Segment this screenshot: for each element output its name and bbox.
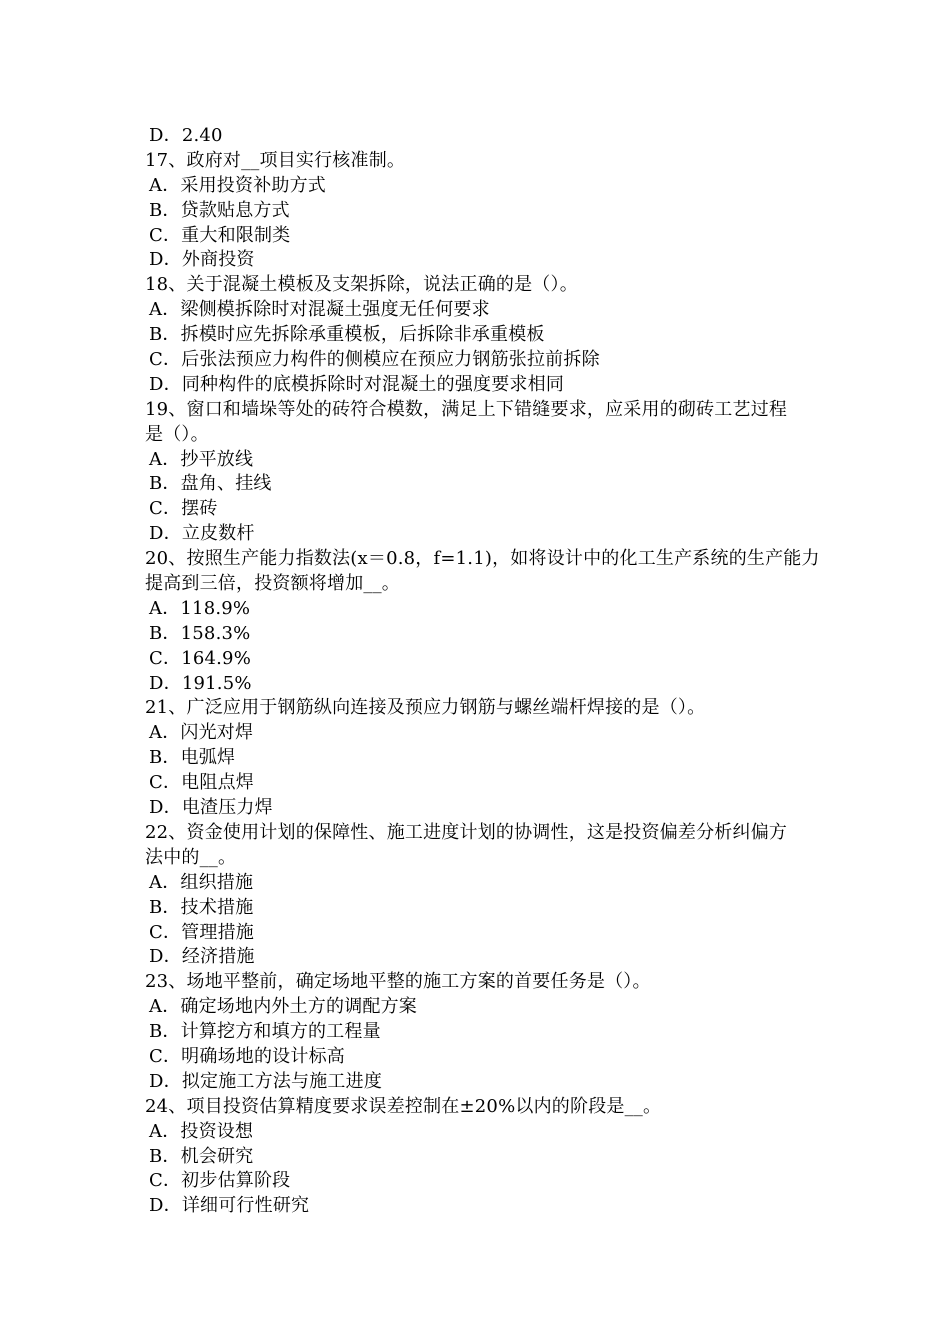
answer-option: A．确定场地内外土方的调配方案	[149, 996, 417, 1018]
question-text: 法中的__。	[145, 846, 237, 868]
question-text: 24、项目投资估算精度要求误差控制在±20%以内的阶段是__。	[145, 1095, 662, 1117]
answer-option: B．贷款贴息方式	[149, 199, 290, 221]
answer-option: C．164.9%	[149, 647, 252, 669]
answer-option: C．管理措施	[149, 921, 254, 943]
answer-option: D．经济措施	[149, 946, 255, 968]
answer-option: C．明确场地的设计标高	[149, 1045, 345, 1067]
answer-option: A．组织措施	[149, 871, 254, 893]
answer-option: A．梁侧模拆除时对混凝土强度无任何要求	[149, 299, 490, 321]
answer-option: A．闪光对焊	[149, 722, 254, 744]
answer-option: B．拆模时应先拆除承重模板，后拆除非承重模板	[149, 324, 545, 346]
answer-option: B．技术措施	[149, 896, 254, 918]
answer-option: C．后张法预应力构件的侧模应在预应力钢筋张拉前拆除	[149, 349, 600, 371]
question-text: 18、关于混凝土模板及支架拆除，说法正确的是（）。	[145, 274, 578, 296]
answer-option: A．抄平放线	[149, 448, 254, 470]
answer-option: B．计算挖方和填方的工程量	[149, 1021, 381, 1043]
question-text: 23、场地平整前，确定场地平整的施工方案的首要任务是（）。	[145, 971, 651, 993]
question-text: 19、窗口和墙垛等处的砖符合模数，满足上下错缝要求，应采用的砌砖工艺过程	[145, 398, 788, 420]
answer-option: D．立皮数杆	[149, 523, 255, 545]
document-body	[145, 124, 820, 1219]
answer-option: B．电弧焊	[149, 747, 236, 769]
question-text: 17、政府对__项目实行核准制。	[145, 149, 406, 171]
question-text: 是（）。	[145, 423, 209, 445]
answer-option: B．盘角、挂线	[149, 473, 272, 495]
answer-option: A．118.9%	[149, 597, 251, 619]
answer-option: A．投资设想	[149, 1120, 254, 1142]
answer-option: D．详细可行性研究	[149, 1195, 310, 1217]
answer-option: D．拟定施工方法与施工进度	[149, 1070, 383, 1092]
answer-option: D．2.40	[149, 125, 223, 146]
answer-option: A．采用投资补助方式	[149, 174, 326, 196]
answer-option: B．机会研究	[149, 1145, 254, 1167]
question-text: 20、按照生产能力指数法(x＝0.8，f=1.1)，如将设计中的化工生产系统的生产能力	[145, 548, 820, 570]
question-text: 22、资金使用计划的保障性、施工进度计划的协调性，这是投资偏差分析纠偏方	[145, 821, 788, 843]
answer-option: D．电渣压力焊	[149, 797, 273, 819]
answer-option: D．同种构件的底模拆除时对混凝土的强度要求相同	[149, 373, 565, 395]
answer-option: D．191.5%	[149, 672, 252, 694]
question-text: 21、广泛应用于钢筋纵向连接及预应力钢筋与螺丝端杆焊接的是（）。	[145, 697, 706, 719]
answer-option: C．电阻点焊	[149, 772, 254, 794]
answer-option: C．初步估算阶段	[149, 1170, 291, 1192]
answer-option: C．重大和限制类	[149, 224, 291, 246]
answer-option: D．外商投资	[149, 249, 255, 271]
answer-option: C．摆砖	[149, 498, 218, 520]
answer-option: B．158.3%	[149, 622, 251, 644]
question-text: 提高到三倍，投资额将增加__。	[145, 573, 400, 595]
